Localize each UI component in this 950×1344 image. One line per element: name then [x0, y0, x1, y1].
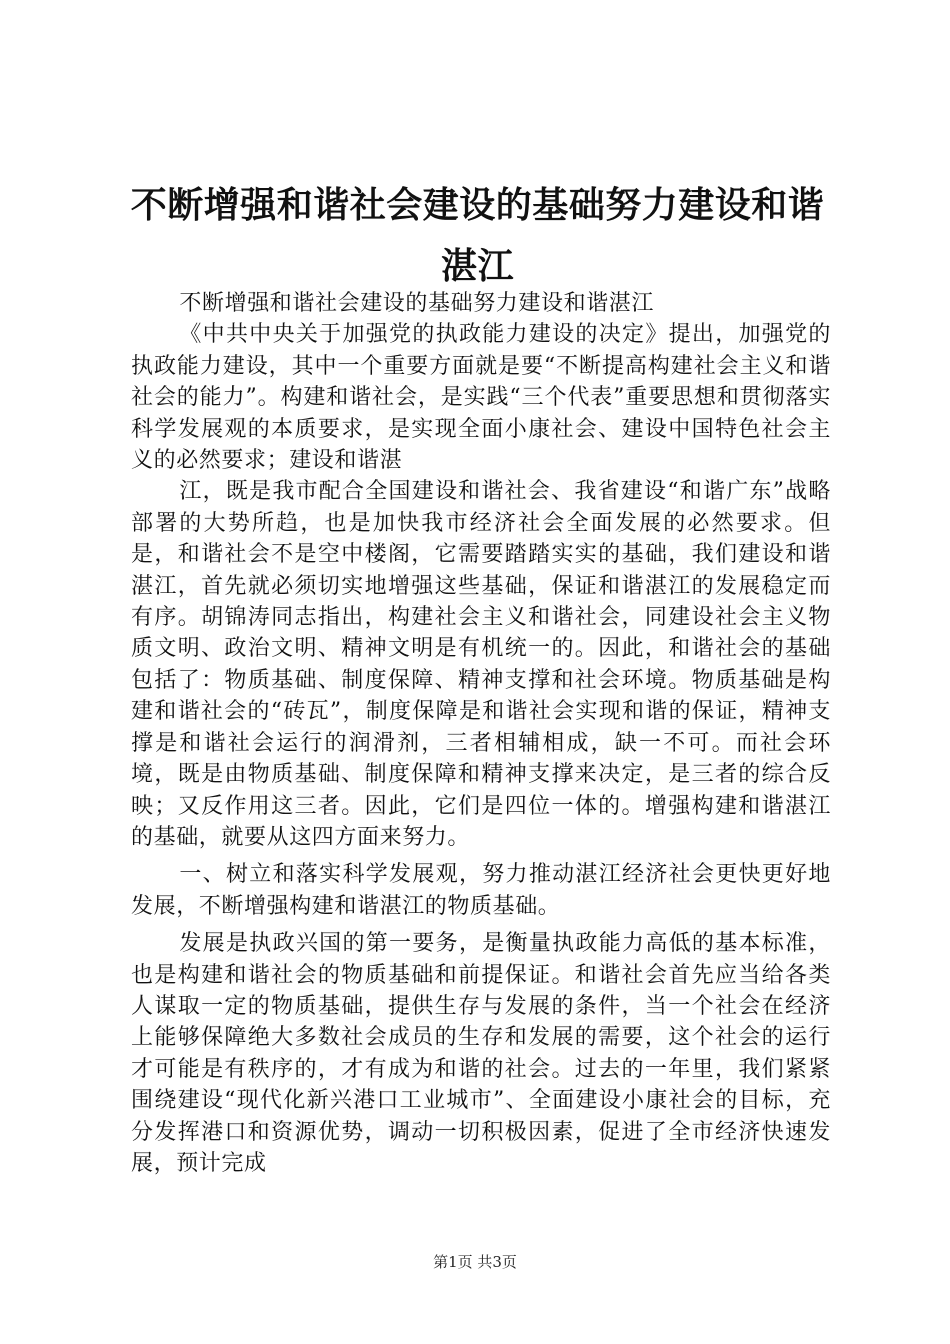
paragraph: 江，既是我市配合全国建设和谐社会、我省建设“和谐广东”战略部署的大势所趋，也是加快我市经济社会全面发展的必然要求。但是，和谐社会不是空中楼阁，它需要踏踏实实的基础，我们建设和谐湛江，首先就必须切实地增强这些基础，保证和谐湛江的发展稳定而有序。胡锦涛同志指出，构建社会主义和谐社会，同建设社会主义物质文明、政治文明、精神文明是有机统一的。因此，和谐社会的基础包括了：物质基础、制度保障、精神支撑和社会环境。物质基础是构建和谐社会的“砖瓦”，制度保障是和谐社会实现和谐的保证，精神支撑是和谐社会运行的润滑剂，三者相辅相成，缺一不可。而社会环境，既是由物质基础、制度保障和精神支撑来决定，是三者的综合反映；又反作用这三者。因此，它们是四位一体的。增强构建和谐湛江的基础，就要从这四方面来努力。 [131, 479, 831, 850]
document-title: 不断增强和谐社会建设的基础努力建设和谐湛江 [130, 185, 825, 287]
paragraph: 发展是执政兴国的第一要务，是衡量执政能力高低的基本标准，也是构建和谐社会的物质基础和前提保证。和谐社会首先应当给各类人谋取一定的物质基础，提供生存与发展的条件，当一个社会在经济上能够保障绝大多数社会成员的生存和发展的需要，这个社会的运行才可能是有秩序的，才有成为和谐的社会。过去的一年里，我们紧紧围绕建设“现代化新兴港口工业城市”、全面建设小康社会的目标，充分发挥港口和资源优势，调动一切积极因素，促进了全市经济快速发展，预计完成 [131, 931, 831, 1176]
document-body [131, 288, 831, 1179]
page-footer: 第1页 共3页 [433, 1253, 517, 1271]
paragraph: 《中共中央关于加强党的执政能力建设的决定》提出，加强党的执政能力建设，其中一个重要方面就是要“不断提高构建社会主义和谐社会的能力”。构建和谐社会，是实践“三个代表”重要思想和贯彻落实科学发展观的本质要求，是实现全面小康社会、建设中国特色社会主义的必然要求；建设和谐湛 [131, 322, 831, 474]
subtitle-line: 不断增强和谐社会建设的基础努力建设和谐湛江 [179, 291, 654, 316]
section-heading: 一、树立和落实科学发展观，努力推动湛江经济社会更快更好地发展，不断增强构建和谐湛江的物质基础。 [131, 862, 831, 919]
